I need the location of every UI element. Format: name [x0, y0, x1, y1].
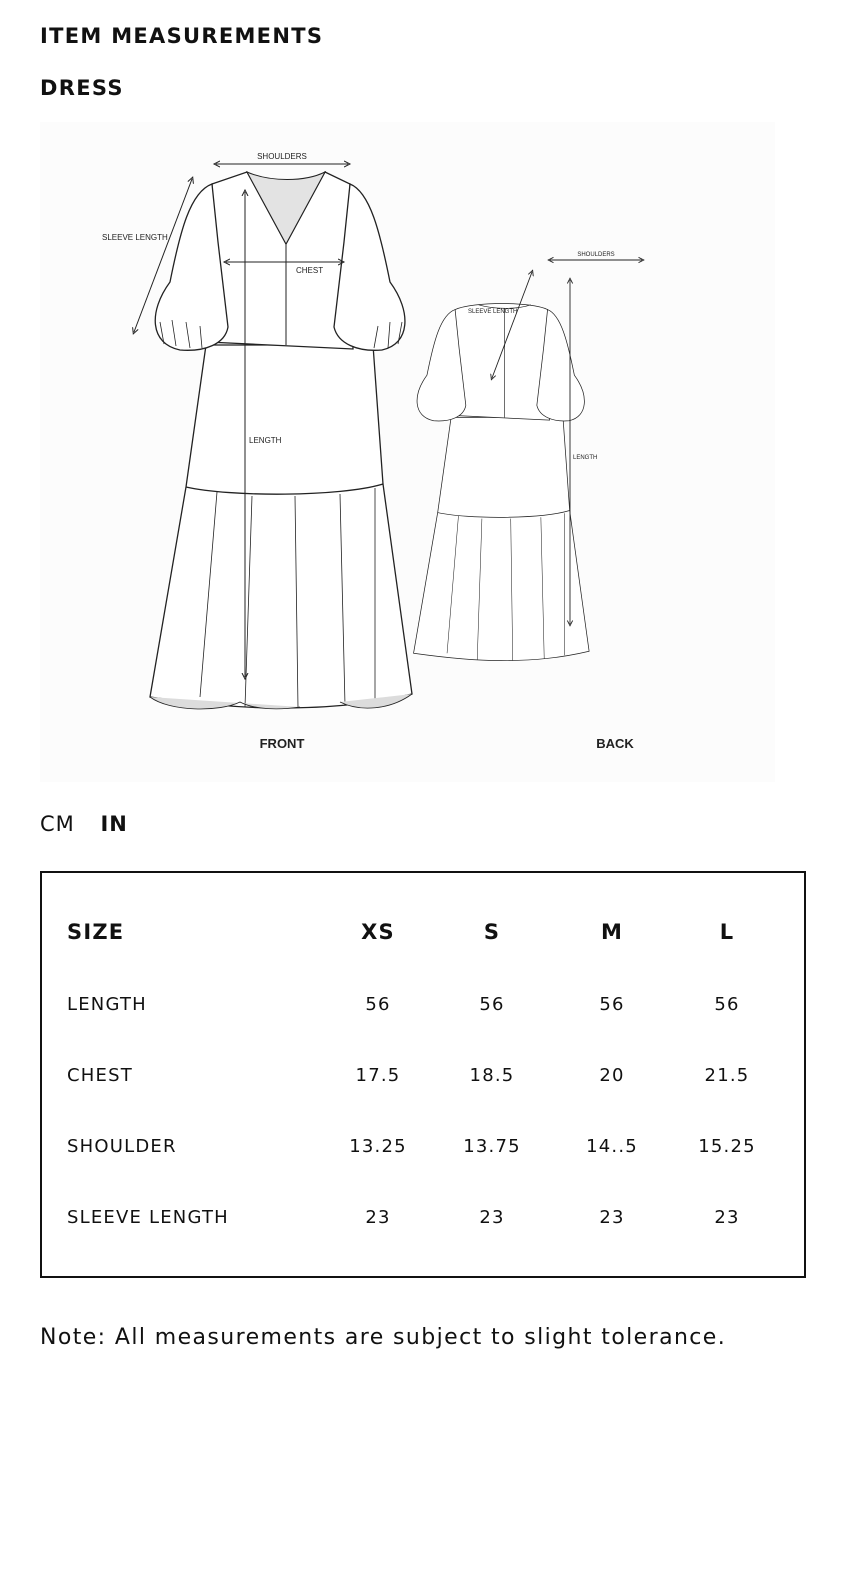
row-label: SHOULDER	[67, 1136, 177, 1157]
table-cell: 56	[714, 994, 740, 1015]
table-cell: 23	[479, 1207, 505, 1228]
table-cell: 23	[599, 1207, 625, 1228]
unit-in-button[interactable]: IN	[100, 812, 128, 836]
table-cell: 17.5	[355, 1065, 401, 1086]
table-cell: 18.5	[469, 1065, 515, 1086]
front-sleeve-length-callout: SLEEVE LENGTH	[102, 233, 168, 242]
table-cell: 14..5	[586, 1136, 638, 1157]
table-cell: 15.25	[698, 1136, 756, 1157]
page-title: ITEM MEASUREMENTS	[40, 24, 324, 48]
front-length-callout: LENGTH	[249, 436, 282, 445]
table-cell: 20	[599, 1065, 625, 1086]
table-cell: 23	[365, 1207, 391, 1228]
size-chart-table	[40, 871, 806, 1278]
front-chest-callout: CHEST	[296, 266, 324, 275]
size-s-header: S	[483, 920, 501, 944]
table-row	[64, 1182, 784, 1253]
row-label: CHEST	[67, 1065, 133, 1086]
table-cell: 56	[479, 994, 505, 1015]
table-header-row	[64, 895, 784, 969]
product-type-title: DRESS	[40, 76, 124, 100]
front-shoulders-callout: SHOULDERS	[257, 152, 307, 161]
unit-toggle	[40, 812, 128, 836]
table-cell: 13.25	[349, 1136, 407, 1157]
table-cell: 56	[365, 994, 391, 1015]
row-label: LENGTH	[67, 994, 147, 1015]
tolerance-note: Note: All measurements are subject to slight tolerance.	[40, 1325, 727, 1350]
back-sleeve-length-callout: SLEEVE LENGTH	[468, 309, 518, 315]
back-length-callout: LENGTH	[573, 455, 598, 461]
table-cell: 13.75	[463, 1136, 521, 1157]
front-label: FRONT	[259, 736, 305, 751]
table-row	[64, 1040, 784, 1111]
dress-measurement-diagram	[40, 122, 775, 782]
back-label: BACK	[596, 736, 634, 751]
back-shoulders-callout: SHOULDERS	[577, 252, 615, 258]
size-xs-header: XS	[361, 920, 395, 944]
table-cell: 23	[714, 1207, 740, 1228]
table-cell: 56	[599, 994, 625, 1015]
size-header: SIZE	[67, 920, 125, 944]
table-row	[64, 1111, 784, 1182]
table-row	[64, 969, 784, 1040]
size-l-header: L	[719, 920, 735, 944]
table-cell: 21.5	[704, 1065, 750, 1086]
row-label: SLEEVE LENGTH	[67, 1207, 229, 1228]
size-m-header: M	[600, 920, 624, 944]
unit-cm-button[interactable]: CM	[40, 812, 75, 836]
